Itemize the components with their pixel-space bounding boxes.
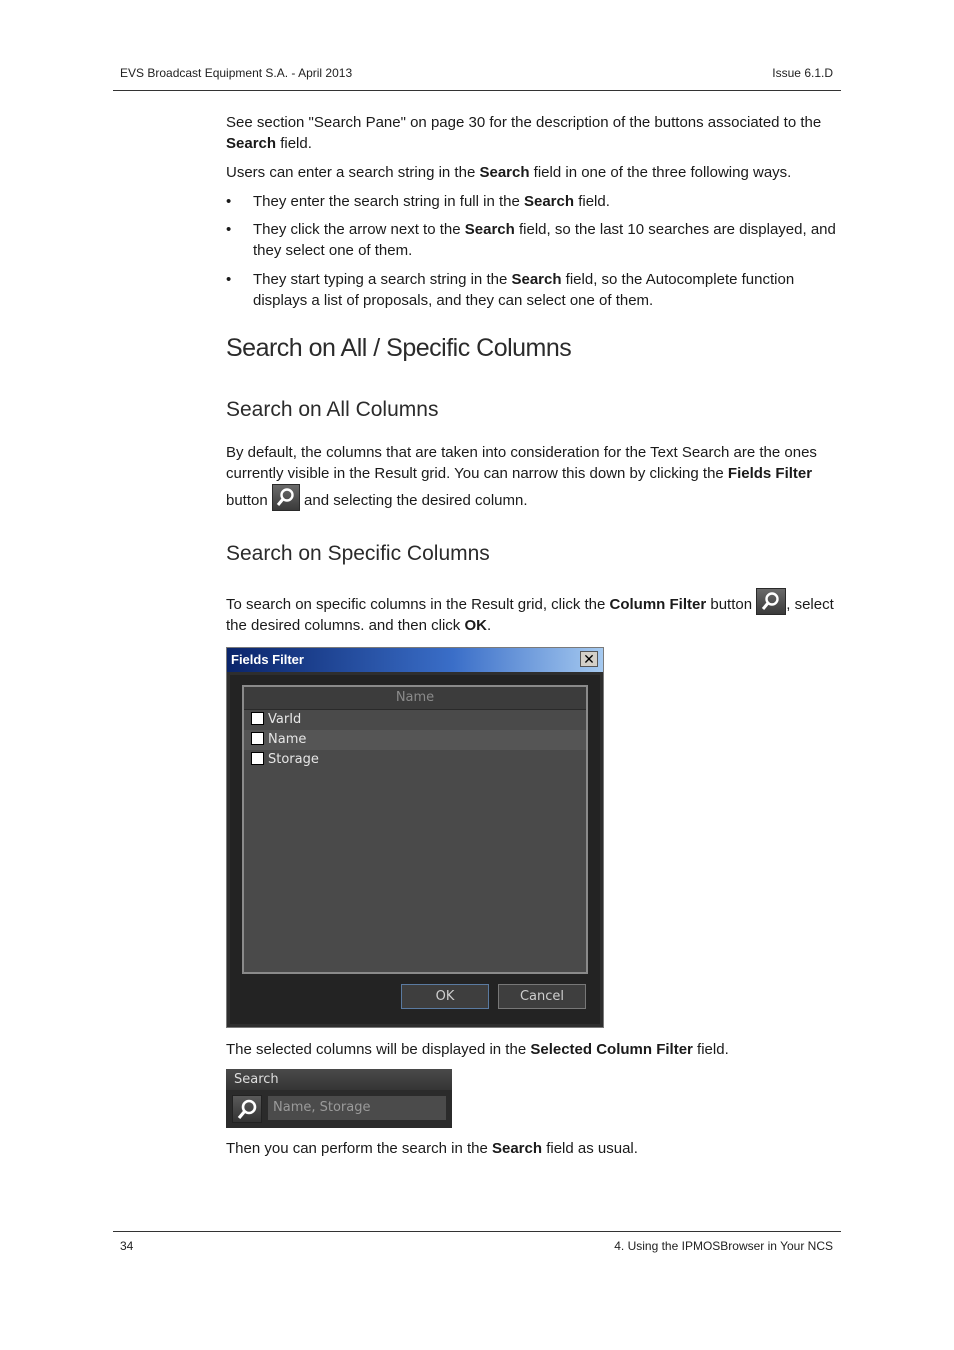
text: See section "Search Pane" on page 30 for the description of the buttons associated to the	[226, 114, 822, 131]
search-button[interactable]	[232, 1095, 262, 1123]
text: Users can enter a search string in the	[226, 164, 480, 181]
bold-text: Fields Filter	[727, 465, 813, 482]
after-dialog-paragraph	[226, 1039, 841, 1060]
all-columns-paragraph-cont	[226, 484, 841, 511]
bullet-item	[226, 269, 841, 311]
specific-columns-paragraph	[226, 588, 841, 636]
dialog-title-bar	[227, 648, 603, 672]
row-label: VarId	[268, 712, 302, 727]
text: field in one of the three following ways.	[529, 164, 792, 181]
selected-column-filter-field[interactable]: Name, Storage	[268, 1096, 446, 1120]
header-right: Issue 6.1.D	[772, 66, 833, 80]
bold-text: OK	[464, 617, 487, 634]
bold-text: Search	[464, 221, 515, 238]
text: They enter the search string in full in the	[253, 193, 524, 210]
list-item[interactable]	[244, 710, 586, 730]
bold-text: Search	[479, 164, 530, 181]
bold-text: Search	[491, 1140, 543, 1157]
intro-paragraph-1	[226, 112, 841, 154]
intro-paragraph-2	[226, 162, 841, 183]
text: Then you can perform the search in the	[226, 1140, 492, 1157]
bullet-dot: •	[226, 193, 232, 210]
bold-text: Search	[523, 193, 575, 210]
closing-paragraph	[226, 1138, 841, 1159]
subsection-heading-all: Search on All Columns	[226, 398, 439, 421]
text: By default, the columns that are taken into consideration for the Text Search are the ones currently visible in the Result grid. You can narrow this down by clicking the	[226, 444, 817, 482]
text: field.	[692, 1041, 729, 1058]
magnifier-icon	[760, 591, 782, 611]
text: To search on specific columns in the Result grid, click the	[226, 596, 610, 613]
checkbox[interactable]	[251, 712, 264, 725]
checkbox[interactable]	[251, 732, 264, 745]
ok-button[interactable]: OK	[401, 984, 489, 1009]
text: .	[486, 617, 492, 634]
list-item[interactable]	[244, 750, 586, 770]
page-header	[113, 66, 841, 91]
page-number: 34	[120, 1239, 134, 1253]
search-label: Search	[226, 1069, 452, 1090]
fields-grid	[242, 685, 588, 974]
list-item[interactable]	[244, 730, 586, 750]
bold-text: Column Filter	[609, 596, 707, 613]
search-widget	[226, 1069, 452, 1128]
close-icon[interactable]: ✕	[580, 651, 598, 667]
text: They click the arrow next to the	[253, 221, 465, 238]
column-header-name[interactable]: Name	[244, 687, 586, 710]
page-footer	[113, 1231, 841, 1253]
text: The selected columns will be displayed in the	[226, 1041, 531, 1058]
magnifier-icon	[236, 1098, 258, 1120]
subsection-heading-specific: Search on Specific Columns	[226, 542, 490, 565]
bullet-item	[226, 191, 841, 212]
all-columns-paragraph	[226, 442, 841, 484]
header-left: EVS Broadcast Equipment S.A. - April 2013	[120, 66, 353, 80]
text: They start typing a search string in the	[253, 271, 512, 288]
fields-filter-dialog	[226, 647, 604, 1028]
bold-text: Search	[511, 271, 562, 288]
text: field as usual.	[542, 1140, 638, 1157]
text: , select the desired columns. and then click	[226, 596, 834, 634]
bold-text: Selected Column Filter	[530, 1041, 693, 1058]
bullet-dot: •	[226, 221, 232, 238]
text: field, so the last 10 searches are displayed, and they select one of them.	[253, 221, 836, 259]
chapter-title: 4. Using the IPMOSBrowser in Your NCS	[614, 1239, 833, 1253]
text: field.	[574, 193, 610, 210]
section-heading: Search on All / Specific Columns	[226, 334, 572, 362]
text: field.	[276, 135, 312, 152]
dialog-body	[230, 675, 600, 1024]
column-filter-button[interactable]	[756, 588, 786, 615]
bullet-item	[226, 219, 841, 261]
row-label: Storage	[268, 752, 319, 767]
text: button	[226, 492, 272, 509]
text: and selecting the desired column.	[299, 492, 528, 509]
dialog-title: Fields Filter	[231, 652, 304, 667]
bold-text: Search	[226, 135, 277, 152]
bullet-dot: •	[226, 271, 232, 288]
row-label: Name	[268, 732, 307, 747]
magnifier-icon	[276, 487, 296, 507]
fields-filter-button[interactable]	[272, 484, 300, 511]
text: field, so the Autocomplete function displays a list of proposals, and they can select one of them.	[253, 271, 795, 309]
cancel-button[interactable]: Cancel	[498, 984, 586, 1009]
text: button	[706, 596, 757, 613]
checkbox[interactable]	[251, 752, 264, 765]
